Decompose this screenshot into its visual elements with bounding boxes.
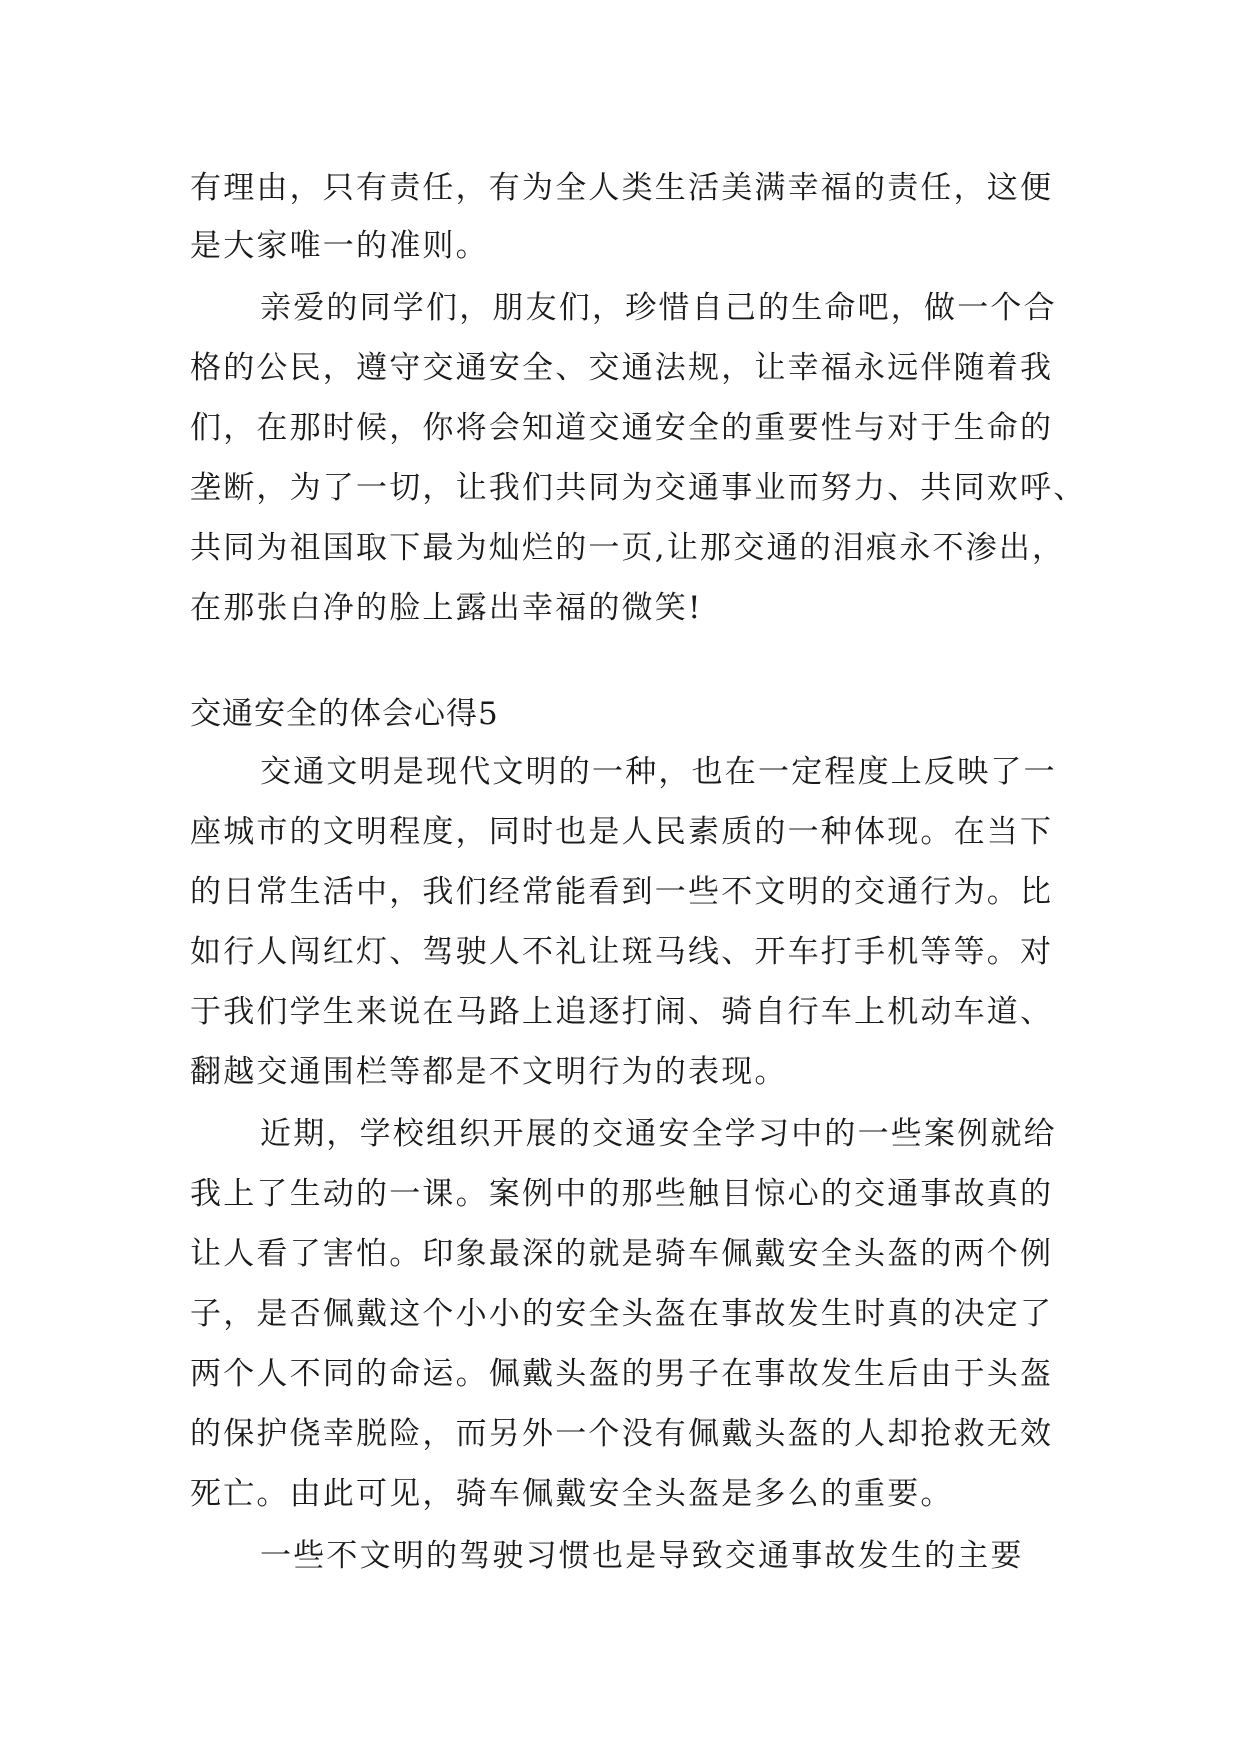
text-line: 座城市的文明程度，同时也是人民素质的一种体现。在当下	[190, 814, 1054, 850]
text-line: 垄断，为了一切，让我们共同为交通事业而努力、共同欢呼、	[190, 470, 1087, 506]
text-line: 如行人闯红灯、驾驶人不礼让斑马线、开车打手机等等。对	[190, 934, 1054, 970]
text-line: 于我们学生来说在马路上追逐打闹、骑自行车上机动车道、	[190, 994, 1054, 1030]
text-line: 在那张白净的脸上露出幸福的微笑!	[190, 590, 703, 626]
text-line: 有理由，只有责任，有为全人类生活美满幸福的责任，这便	[190, 170, 1054, 206]
text-line: 交通文明是现代文明的一种，也在一定程度上反映了一	[260, 754, 1057, 790]
text-line: 共同为祖国取下最为灿烂的一页,让那交通的泪痕永不渗出，	[190, 530, 1066, 566]
text-line: 两个人不同的命运。佩戴头盔的男子在事故发生后由于头盔	[190, 1356, 1054, 1392]
text-line: 一些不文明的驾驶习惯也是导致交通事故发生的主要	[260, 1538, 1024, 1574]
text-line: 的日常生活中，我们经常能看到一些不文明的交通行为。比	[190, 874, 1054, 910]
text-line: 子，是否佩戴这个小小的安全头盔在事故发生时真的决定了	[190, 1296, 1054, 1332]
section-heading: 交通安全的体会心得5	[190, 696, 499, 732]
text-line: 亲爱的同学们，朋友们，珍惜自己的生命吧，做一个合	[260, 290, 1057, 326]
text-line: 翻越交通围栏等都是不文明行为的表现。	[190, 1054, 788, 1090]
text-line: 是大家唯一的准则。	[190, 228, 489, 264]
text-line: 死亡。由此可见，骑车佩戴安全头盔是多么的重要。	[190, 1476, 954, 1512]
text-line: 让人看了害怕。印象最深的就是骑车佩戴安全头盔的两个例	[190, 1236, 1054, 1272]
text-line: 格的公民，遵守交通安全、交通法规，让幸福永远伴随着我	[190, 350, 1054, 386]
text-line: 的保护侥幸脱险，而另外一个没有佩戴头盔的人却抢救无效	[190, 1416, 1054, 1452]
text-line: 我上了生动的一课。案例中的那些触目惊心的交通事故真的	[190, 1176, 1054, 1212]
text-line: 们，在那时候，你将会知道交通安全的重要性与对于生命的	[190, 410, 1054, 446]
text-line: 近期，学校组织开展的交通安全学习中的一些案例就给	[260, 1116, 1057, 1152]
